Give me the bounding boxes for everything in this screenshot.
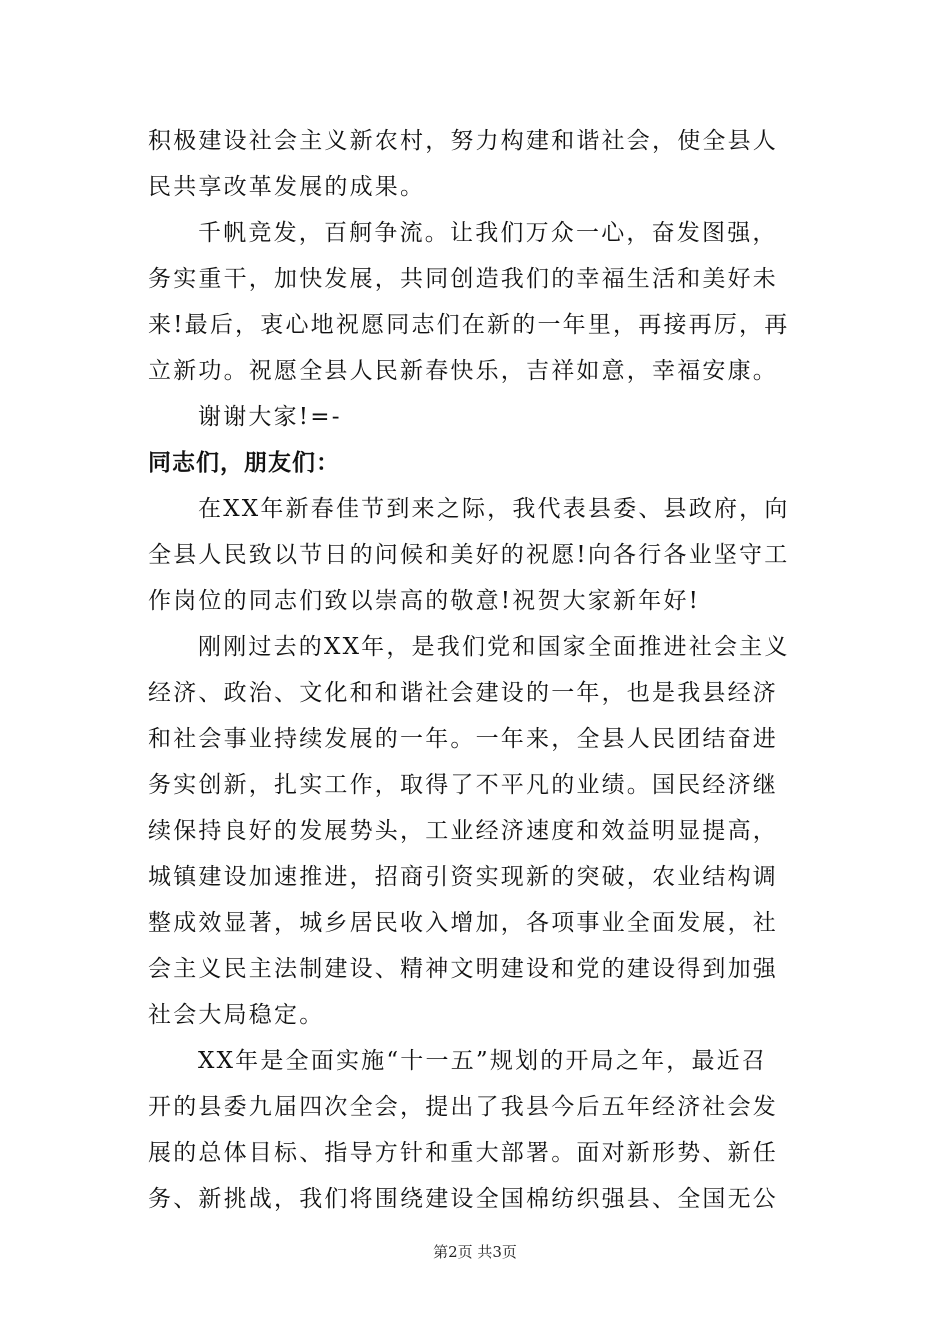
text-line: 作岗位的同志们致以崇高的敬意!祝贺大家新年好! <box>148 588 701 614</box>
text-line: 和社会事业持续发展的一年。一年来，全县人民团结奋进 <box>148 726 778 752</box>
text-line: 刚刚过去的XX年，是我们党和国家全面推进社会主义 <box>198 634 790 660</box>
text-line: 民共享改革发展的成果。 <box>148 174 426 200</box>
text-line: 社会大局稳定。 <box>148 1002 325 1028</box>
text-line: XX年是全面实施“十一五”规划的开局之年，最近召 <box>198 1048 768 1074</box>
text-line: 经济、政治、文化和和谐社会建设的一年，也是我县经济 <box>148 680 778 706</box>
page-number-footer: 第2页 共3页 <box>433 1243 517 1261</box>
text-line: 整成效显著，城乡居民收入增加，各项事业全面发展，社 <box>148 910 778 936</box>
document-body <box>148 118 808 1222</box>
text-line: 续保持良好的发展势头，工业经济速度和效益明显提高， <box>148 818 778 844</box>
text-line: 务实创新，扎实工作，取得了不平凡的业绩。国民经济继 <box>148 772 778 798</box>
salutation-heading: 同志们，朋友们： <box>148 450 340 476</box>
text-line: 积极建设社会主义新农村，努力构建和谐社会，使全县人 <box>148 128 778 154</box>
text-line: 立新功。祝愿全县人民新春快乐，吉祥如意，幸福安康。 <box>148 358 778 384</box>
text-line: 开的县委九届四次全会，提出了我县今后五年经济社会发 <box>148 1094 778 1120</box>
text-line: 城镇建设加速推进，招商引资实现新的突破，农业结构调 <box>148 864 778 890</box>
text-line: 千帆竞发，百舸争流。让我们万众一心，奋发图强， <box>198 220 778 246</box>
text-line: 谢谢大家!=- <box>198 404 342 430</box>
text-line: 来!最后，衷心地祝愿同志们在新的一年里，再接再厉，再 <box>148 312 790 338</box>
text-line: 展的总体目标、指导方针和重大部署。面对新形势、新任 <box>148 1140 778 1166</box>
text-line: 在XX年新春佳节到来之际，我代表县委、县政府，向 <box>198 496 790 522</box>
text-line: 会主义民主法制建设、精神文明建设和党的建设得到加强 <box>148 956 778 982</box>
text-line: 全县人民致以节日的问候和美好的祝愿!向各行各业坚守工 <box>148 542 790 568</box>
text-line: 务、新挑战，我们将围绕建设全国棉纺织强县、全国无公 <box>148 1186 778 1212</box>
text-line: 务实重干，加快发展，共同创造我们的幸福生活和美好未 <box>148 266 778 292</box>
